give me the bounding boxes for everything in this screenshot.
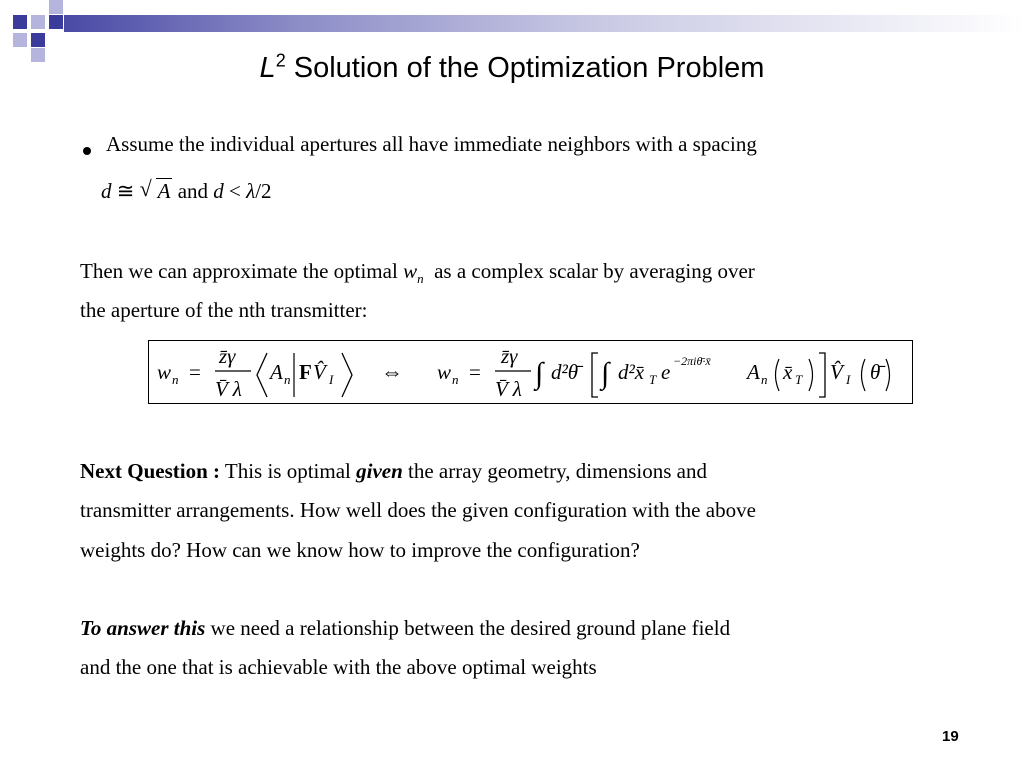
eq-w-2-sub: n <box>452 372 459 387</box>
decor-square <box>31 15 45 29</box>
title-superscript: 2 <box>275 50 286 71</box>
eq-den: V̄ λ <box>215 377 242 401</box>
var-w-sub: n <box>417 271 424 287</box>
para1-text-b: as a complex scalar by averaging over <box>434 259 755 283</box>
integral-2: ∫ <box>601 357 610 390</box>
eq-VI-sub: I <box>846 372 851 387</box>
para1-text-a: Then we can approximate the optimal <box>80 259 398 283</box>
page-number: 19 <box>942 728 959 745</box>
lt-symbol: < <box>229 179 241 203</box>
over-two: /2 <box>255 179 272 203</box>
given-word: given <box>356 459 403 483</box>
decor-square <box>13 33 27 47</box>
var-d-2: d <box>213 179 224 203</box>
eq-xT: x̄ <box>783 360 793 384</box>
eq-V-sub: I <box>329 372 334 387</box>
para1-line-2: the aperture of the nth transmitter: <box>80 298 368 322</box>
var-d: d <box>101 179 112 203</box>
eq-An-sub: n <box>761 372 768 387</box>
para2-line-3: weights do? How can we know how to improve the configuration? <box>80 538 640 562</box>
equation-svg <box>149 341 914 405</box>
eq-num-2: z̄γ <box>501 344 518 368</box>
slide-title <box>0 52 1024 85</box>
eq-VI: V̂ <box>830 360 843 384</box>
eq-w-2: w <box>437 360 452 384</box>
equation-box <box>148 340 913 404</box>
eq-A-sub: n <box>284 372 291 387</box>
eq-exp-e: e <box>661 360 671 384</box>
eq-d2theta: d²θ̄ <box>551 360 579 384</box>
eq-equals-2: = <box>469 360 481 384</box>
eq-num: z̄γ <box>219 344 236 368</box>
para2-line-1 <box>80 457 707 485</box>
para3-line-1 <box>80 614 730 642</box>
var-lambda: λ <box>246 179 256 203</box>
approx-symbol: ≅ <box>116 179 135 203</box>
integral-1: ∫ <box>535 357 544 390</box>
eq-equals: = <box>189 360 201 384</box>
eq-A: A <box>270 360 283 384</box>
para2-text-a: This is optimal <box>224 459 351 483</box>
bullet-line-1: Assume the individual apertures all have immediate neighbors with a spacing <box>106 132 757 156</box>
eq-exp-sup: −2πiθ̄·x̄ <box>673 354 711 368</box>
para2-text-b: the array geometry, dimensions and <box>408 459 707 483</box>
eq-V: V̂ <box>313 360 326 384</box>
var-w: w <box>403 259 418 283</box>
sqrt-A: √ A <box>139 176 171 203</box>
para1-line-1 <box>80 257 755 293</box>
title-text: Solution of the Optimization Problem <box>285 52 765 84</box>
eq-w-sub: n <box>172 372 179 387</box>
eq-w: w <box>157 360 172 384</box>
eq-xT2-sub: T <box>795 372 803 387</box>
eq-theta: θ̄ <box>870 360 881 384</box>
eq-d2xT: d²x̄ <box>618 360 645 384</box>
eq-iff: ⇔ <box>381 359 403 384</box>
eq-An: A <box>747 360 760 384</box>
para2-line-2: transmitter arrangements. How well does the given configuration with the above <box>80 498 756 522</box>
para3-line-2: and the one that is achievable with the above optimal weights <box>80 655 597 679</box>
eq-den-2: V̄ λ <box>495 377 522 401</box>
next-question-label: Next Question : <box>80 459 220 483</box>
to-answer-label: To answer this <box>80 616 206 640</box>
decor-square <box>31 33 45 47</box>
decor-square <box>49 0 63 14</box>
eq-F: F <box>299 360 312 384</box>
title-prefix: L <box>259 52 276 84</box>
decor-square <box>49 15 63 29</box>
bullet-dot <box>83 147 91 155</box>
para3-text-a: we need a relationship between the desired ground plane field <box>210 616 731 640</box>
decor-square <box>13 15 27 29</box>
eq-xT-sub: T <box>649 372 657 387</box>
header-gradient-band <box>64 15 1024 32</box>
and-word: and <box>177 179 209 203</box>
spacing-condition <box>101 177 272 205</box>
